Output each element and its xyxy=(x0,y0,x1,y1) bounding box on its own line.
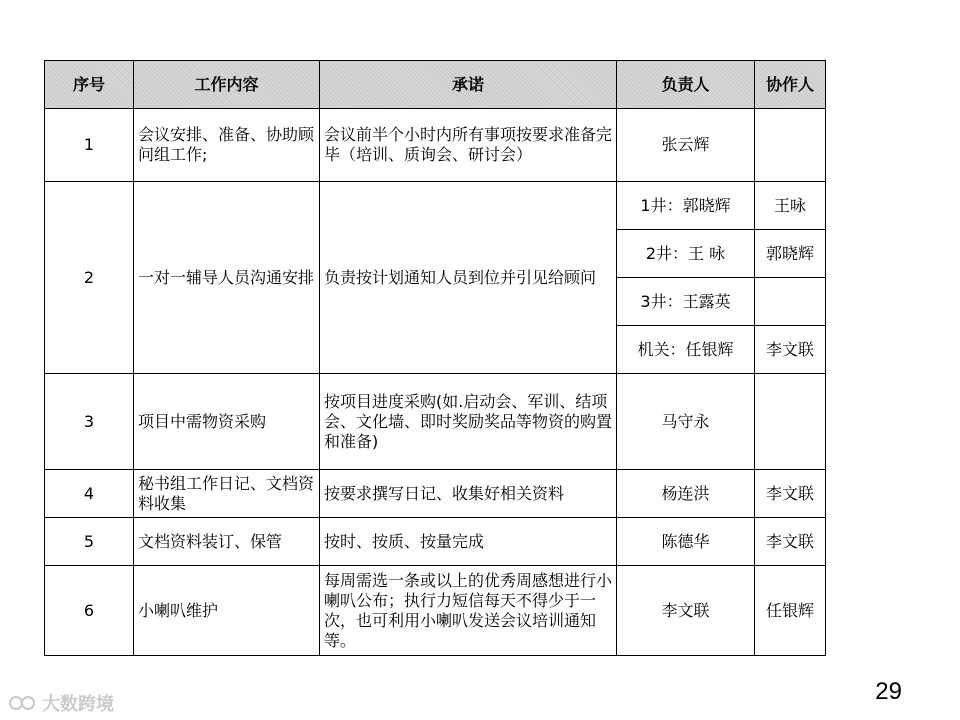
table-row xyxy=(45,566,826,656)
header-promise: 承诺 xyxy=(320,61,617,109)
task-table xyxy=(44,60,826,656)
row-owner: 陈德华 xyxy=(617,518,755,566)
table-row xyxy=(45,374,826,470)
sub-owner: 1井：郭晓辉 xyxy=(617,182,755,230)
row-helper xyxy=(755,109,826,182)
row-promise: 负责按计划通知人员到位并引见给顾问 xyxy=(320,182,617,374)
row-promise: 按项目进度采购(如.启动会、军训、结项会、文化墙、即时奖励奖品等物资的购置和准备) xyxy=(320,374,617,470)
header-owner: 负责人 xyxy=(617,61,755,109)
row-owner: 马守永 xyxy=(617,374,755,470)
header-helper: 协作人 xyxy=(755,61,826,109)
sub-owner: 机关：任银辉 xyxy=(617,326,755,374)
header-work: 工作内容 xyxy=(134,61,320,109)
row-helper: 任银辉 xyxy=(755,566,826,656)
row-no: 2 xyxy=(45,182,134,374)
row-promise: 会议前半个小时内所有事项按要求准备完毕（培训、质询会、研讨会） xyxy=(320,109,617,182)
table-row xyxy=(45,109,826,182)
row-no: 3 xyxy=(45,374,134,470)
table-header-row xyxy=(45,61,826,109)
table-row xyxy=(45,518,826,566)
row-owner: 李文联 xyxy=(617,566,755,656)
page-number: 29 xyxy=(875,678,902,705)
sub-helper: 郭晓辉 xyxy=(755,230,826,278)
row-no: 6 xyxy=(45,566,134,656)
row-helper xyxy=(755,374,826,470)
table-row xyxy=(45,470,826,518)
row-work: 小喇叭维护 xyxy=(134,566,320,656)
sub-helper: 李文联 xyxy=(755,326,826,374)
row-helper: 李文联 xyxy=(755,518,826,566)
row-promise: 按时、按质、按量完成 xyxy=(320,518,617,566)
row-work: 秘书组工作日记、文档资料收集 xyxy=(134,470,320,518)
row-work: 会议安排、准备、协助顾问组工作; xyxy=(134,109,320,182)
row-promise: 每周需选一条或以上的优秀周感想进行小喇叭公布；执行力短信每天不得少于一次，也可利用小喇叭发送会议培训通知等。 xyxy=(320,566,617,656)
sub-owner: 3井：王露英 xyxy=(617,278,755,326)
table-row xyxy=(45,182,826,230)
sub-owner: 2井：王 咏 xyxy=(617,230,755,278)
header-no: 序号 xyxy=(45,61,134,109)
watermark xyxy=(8,690,114,716)
row-work: 项目中需物资采购 xyxy=(134,374,320,470)
row-helper: 李文联 xyxy=(755,470,826,518)
row-no: 1 xyxy=(45,109,134,182)
row-promise: 按要求撰写日记、收集好相关资料 xyxy=(320,470,617,518)
watermark-text: 大数跨境 xyxy=(42,694,114,715)
row-owner: 张云辉 xyxy=(617,109,755,182)
row-no: 5 xyxy=(45,518,134,566)
row-owner: 杨连洪 xyxy=(617,470,755,518)
row-work: 一对一辅导人员沟通安排 xyxy=(134,182,320,374)
sub-helper: 王咏 xyxy=(755,182,826,230)
row-no: 4 xyxy=(45,470,134,518)
watermark-logo-icon xyxy=(8,693,38,713)
row-work: 文档资料装订、保管 xyxy=(134,518,320,566)
sub-helper xyxy=(755,278,826,326)
